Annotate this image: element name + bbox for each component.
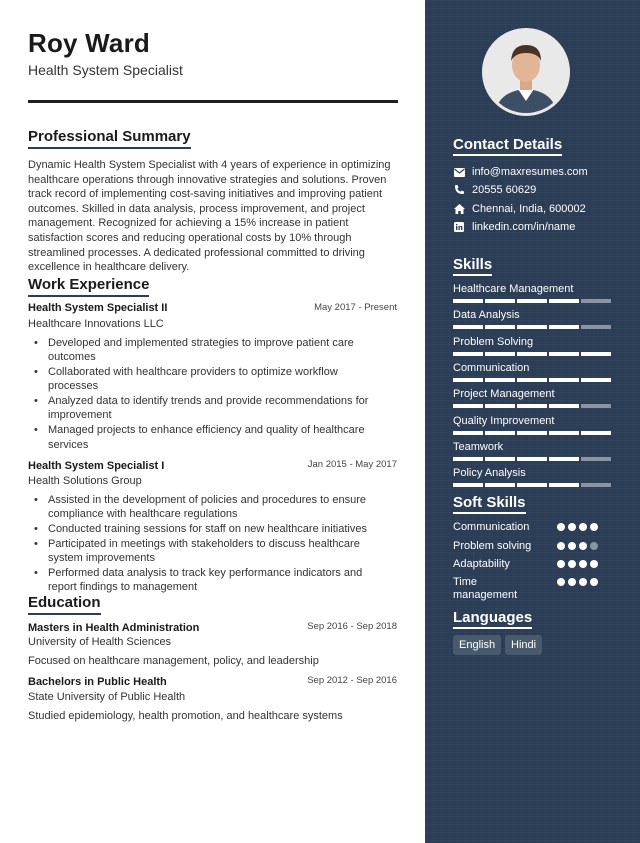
soft-skill-rating: [557, 560, 598, 568]
skill-level-segment: [517, 483, 547, 487]
contact-email-text: info@maxresumes.com: [472, 166, 588, 178]
summary-text: Dynamic Health System Specialist with 4 years of experience in optimizing healthcare operations through innovative strategies and solutions. Proven track record of implementing cost-saving initiatives and improving patient outcomes. Skilled in data analysis, process improvement, and project management. Recognized for achieving a 15% increase in patient satisfaction scores and reducing operational costs by 10% through streamlined processes. A dedicated professional committed to driving excellence in healthcare delivery.: [28, 159, 391, 274]
rating-dot: [590, 560, 598, 568]
edu-1-school: University of Health Sciences: [28, 636, 172, 648]
envelope-icon: [453, 166, 465, 178]
rating-dot: [557, 523, 565, 531]
edu-2-date: Sep 2012 - Sep 2016: [307, 675, 397, 686]
education-heading: Education: [28, 594, 101, 615]
edu-2-school: State University of Public Health: [28, 691, 186, 703]
list-item: • Developed and implemented strategies to improve patient care outcomes: [48, 336, 388, 365]
skill-level-bar: [453, 404, 611, 408]
candidate-name: Roy Ward: [28, 28, 150, 58]
skill-level-segment: [549, 299, 579, 303]
language-tag-hindi: Hindi: [505, 635, 542, 655]
skill-level-segment: [453, 299, 483, 303]
skill-level-segment: [581, 378, 611, 382]
skill-level-segment: [549, 404, 579, 408]
skill-label: Policy Analysis: [453, 467, 526, 479]
contact-linkedin[interactable]: [453, 221, 575, 233]
skill-level-segment: [485, 299, 515, 303]
skill-level-segment: [549, 483, 579, 487]
skill-level-segment: [549, 457, 579, 461]
list-item: • Assisted in the development of policies and procedures to ensure compliance with healthcare regulations: [48, 493, 388, 522]
job-1-date: May 2017 - Present: [314, 302, 397, 313]
soft-skill-label: Problem solving: [453, 540, 532, 552]
skill-level-segment: [549, 431, 579, 435]
skill-level-segment: [517, 352, 547, 356]
avatar: [482, 28, 570, 116]
contact-heading: Contact Details: [453, 136, 562, 156]
soft-skill-label: Adaptability: [453, 558, 510, 570]
rating-dot: [579, 560, 587, 568]
skill-level-segment: [581, 299, 611, 303]
skill-level-bar: [453, 325, 611, 329]
job-2-bullets: [48, 493, 388, 595]
skill-label: Healthcare Management: [453, 283, 574, 295]
job-2-title: Health System Specialist I: [28, 460, 165, 472]
home-icon: [453, 203, 465, 215]
skill-level-bar: [453, 299, 611, 303]
languages-heading: Languages: [453, 609, 532, 629]
skill-level-segment: [485, 404, 515, 408]
experience-heading: Work Experience: [28, 276, 149, 297]
contact-phone-text: 20555 60629: [472, 184, 537, 196]
skill-level-segment: [453, 352, 483, 356]
header-divider: [28, 100, 398, 103]
skill-level-segment: [517, 299, 547, 303]
skill-level-segment: [581, 352, 611, 356]
skill-level-bar: [453, 457, 611, 461]
skills-heading: Skills: [453, 256, 492, 276]
edu-1-desc: Focused on healthcare management, policy, and leadership: [28, 655, 319, 667]
contact-phone[interactable]: [453, 184, 536, 196]
skill-label: Communication: [453, 362, 530, 374]
skill-level-segment: [453, 325, 483, 329]
soft-skill-label: Time management: [453, 576, 518, 601]
skill-level-segment: [581, 404, 611, 408]
edu-1-date: Sep 2016 - Sep 2018: [307, 621, 397, 632]
skill-level-bar: [453, 352, 611, 356]
skill-level-segment: [485, 325, 515, 329]
job-1-org: Healthcare Innovations LLC: [28, 318, 164, 330]
skill-level-segment: [549, 352, 579, 356]
skill-level-segment: [517, 378, 547, 382]
rating-dot: [579, 578, 587, 586]
edu-1-degree: Masters in Health Administration: [28, 622, 200, 634]
edu-2-degree: Bachelors in Public Health: [28, 676, 167, 688]
list-item: • Performed data analysis to track key performance indicators and report findings to management: [48, 566, 388, 595]
contact-email[interactable]: [453, 166, 588, 178]
soft-skill-label: Communication: [453, 521, 530, 533]
skill-label: Problem Solving: [453, 336, 534, 348]
skill-level-segment: [485, 457, 515, 461]
skill-level-segment: [581, 325, 611, 329]
skill-label: Quality Improvement: [453, 415, 555, 427]
summary-heading: Professional Summary: [28, 128, 191, 149]
skill-level-segment: [517, 404, 547, 408]
rating-dot: [579, 523, 587, 531]
skill-label: Data Analysis: [453, 309, 520, 321]
rating-dot: [590, 523, 598, 531]
skill-label: Project Management: [453, 388, 555, 400]
rating-dot: [557, 578, 565, 586]
soft-skills-heading: Soft Skills: [453, 494, 526, 514]
soft-skill-rating: [557, 523, 598, 531]
list-item: • Managed projects to enhance efficiency and quality of healthcare services: [48, 423, 388, 452]
soft-skill-rating: [557, 542, 598, 550]
skill-level-segment: [453, 404, 483, 408]
skill-level-segment: [453, 483, 483, 487]
phone-icon: [453, 184, 465, 196]
list-item: • Conducted training sessions for staff on new healthcare initiatives: [48, 522, 388, 536]
skill-level-segment: [453, 457, 483, 461]
list-item: • Analyzed data to identify trends and provide recommendations for improvement: [48, 394, 388, 423]
rating-dot: [568, 523, 576, 531]
skill-level-segment: [581, 431, 611, 435]
list-item: • Participated in meetings with stakeholders to discuss healthcare system improvements: [48, 537, 388, 566]
skill-level-segment: [549, 325, 579, 329]
skill-level-bar: [453, 483, 611, 487]
rating-dot: [568, 542, 576, 550]
job-2-org: Health Solutions Group: [28, 475, 142, 487]
linkedin-icon: [453, 221, 465, 233]
rating-dot: [579, 542, 587, 550]
skill-level-segment: [453, 378, 483, 382]
rating-dot: [557, 560, 565, 568]
skill-label: Teamwork: [453, 441, 504, 453]
skill-level-segment: [581, 483, 611, 487]
contact-linkedin-text: linkedin.com/in/name: [472, 221, 576, 233]
skill-level-segment: [517, 431, 547, 435]
job-2-date: Jan 2015 - May 2017: [307, 459, 397, 470]
language-tag-english: English: [453, 635, 501, 655]
skill-level-segment: [485, 431, 515, 435]
rating-dot: [590, 542, 598, 550]
soft-skill-rating: [557, 578, 598, 586]
skill-level-bar: [453, 378, 611, 382]
rating-dot: [568, 560, 576, 568]
skill-level-segment: [453, 431, 483, 435]
rating-dot: [557, 542, 565, 550]
rating-dot: [568, 578, 576, 586]
skill-level-segment: [517, 325, 547, 329]
skill-level-segment: [581, 457, 611, 461]
skill-level-segment: [517, 457, 547, 461]
rating-dot: [590, 578, 598, 586]
skill-level-segment: [485, 483, 515, 487]
contact-address: [453, 203, 586, 215]
skill-level-segment: [485, 378, 515, 382]
job-1-bullets: [48, 336, 388, 452]
contact-address-text: Chennai, India, 600002: [472, 203, 586, 215]
skill-level-segment: [549, 378, 579, 382]
edu-2-desc: Studied epidemiology, health promotion, and healthcare systems: [28, 710, 343, 722]
avatar-photo-icon: [485, 31, 567, 113]
list-item: • Collaborated with healthcare providers to optimize workflow processes: [48, 365, 388, 394]
candidate-role: Health System Specialist: [28, 62, 183, 78]
skill-level-segment: [485, 352, 515, 356]
job-1-title: Health System Specialist II: [28, 302, 168, 314]
skill-level-bar: [453, 431, 611, 435]
